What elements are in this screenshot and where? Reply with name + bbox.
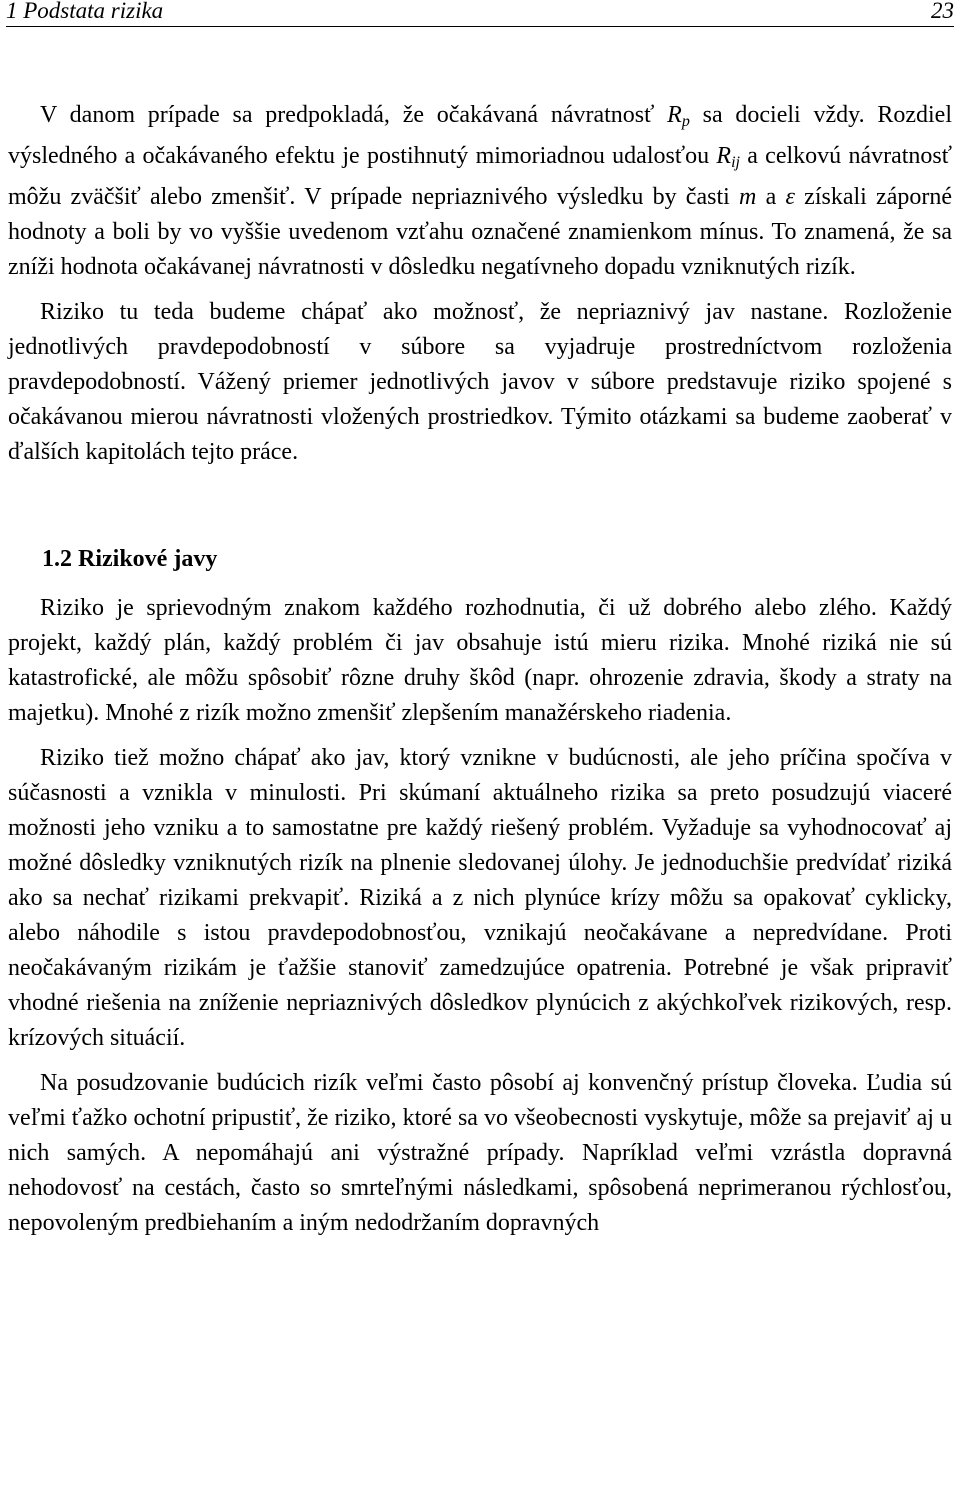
p1-text-4: a	[756, 184, 786, 210]
page-body	[8, 98, 952, 1241]
paragraph-5: Na posudzovanie budúcich rizík veľmi často pôsobí aj konvenčný prístup človeka. Ľudia sú veľmi ťažko ochotní pripustiť, že riziko, ktoré sa vo všeobecnosti vyskytuje, môže sa prejaviť aj u nich samých. A nepomáhajú ani výstražné prípady. Napríklad veľmi vzrástla dopravná nehodovosť na cestách, často so smrteľnými následkami, spôsobená neprimeranou rýchlosťou, nepovoleným predbiehaním a iným nedodržaním dopravných	[8, 1070, 952, 1236]
p1-text-5: získali záporné hodnoty a boli by vo vyššie uvedenom vzťahu označené znamienkom mínus. To znamená, že sa zníži hodnota očakávanej návratnosti v dôsledku negatívneho dopadu vzniknutých rizík.	[8, 184, 952, 280]
paragraph-2: Riziko tu teda budeme chápať ako možnosť, že nepriaznivý jav nastane. Rozloženie jednotlivých pravdepodobností v súbore sa vyjadruje prostredníctvom rozloženia pravdepodobností. Vážený priemer jednotlivých javov v súbore predstavuje riziko spojené s očakávanou mierou návratnosti vložených prostriedkov. Týmito otázkami sa budeme zaoberať v ďalších kapitolách tejto práce.	[8, 299, 952, 465]
page-number: 23	[931, 0, 954, 23]
rp-symbol: $R_p$	[667, 102, 690, 130]
p1-text-3: a celkovú návratnosť môžu zväčšiť alebo zmenšiť. V prípade nepriaznivého výsledku by časti	[8, 143, 952, 210]
running-header	[6, 0, 954, 27]
chapter-title: 1 Podstata rizika	[6, 0, 164, 23]
p1-text-1: V danom prípade sa predpokladá, že očakávaná návratnosť	[40, 102, 668, 128]
m-symbol: m	[739, 184, 757, 210]
section-heading: 1.2 Rizikové javy	[42, 546, 218, 572]
paragraph-1	[8, 98, 952, 285]
p1-text-2: sa docieli vždy. Rozdiel výsledného a očakávaného efektu je postihnutý mimoriadnou udalosťou	[8, 102, 953, 169]
paragraph-4: Riziko tiež možno chápať ako jav, ktorý vznikne v budúcnosti, ale jeho príčina spočíva v súčasnosti a vznikla v minulosti. Pri skúmaní aktuálneho rizika sa preto posudzujú viaceré možnosti jeho vzniku a to samostatne pre každý riešený problém. Vyžaduje sa vyhodnocovať aj možné dôsledky vzniknutých rizík na plnenie sledovanej úlohy. Je jednoduchšie predvídať riziká ako sa nechať rizikami prekvapiť. Riziká a z nich plynúce krízy môžu sa opakovať cyklicky, alebo náhodile s istou pravdepodobnosťou, vznikajú neočakávane a nepredvídane. Proti neočakávaným rizikám je ťažšie stanoviť zamedzujúce opatrenia. Potrebné je však pripraviť vhodné riešenia na zníženie nepriaznivých dôsledkov plynúcich z akýchkoľvek rizikových, resp. krízových situácií.	[8, 745, 952, 1051]
paragraph-3: Riziko je sprievodným znakom každého rozhodnutia, či už dobrého alebo zlého. Každý projekt, každý plán, každý problém či jav obsahuje istú mieru rizika. Mnohé riziká nie sú katastrofické, ale môžu spôsobiť rôzne druhy škôd (napr. ohrozenie zdravia, škody a straty na majetku). Mnohé z rizík možno zmenšiť zlepšením manažérskeho riadenia.	[8, 595, 952, 726]
epsilon-symbol: ε	[785, 184, 795, 210]
rij-symbol: $R_{ij}$	[716, 143, 740, 171]
